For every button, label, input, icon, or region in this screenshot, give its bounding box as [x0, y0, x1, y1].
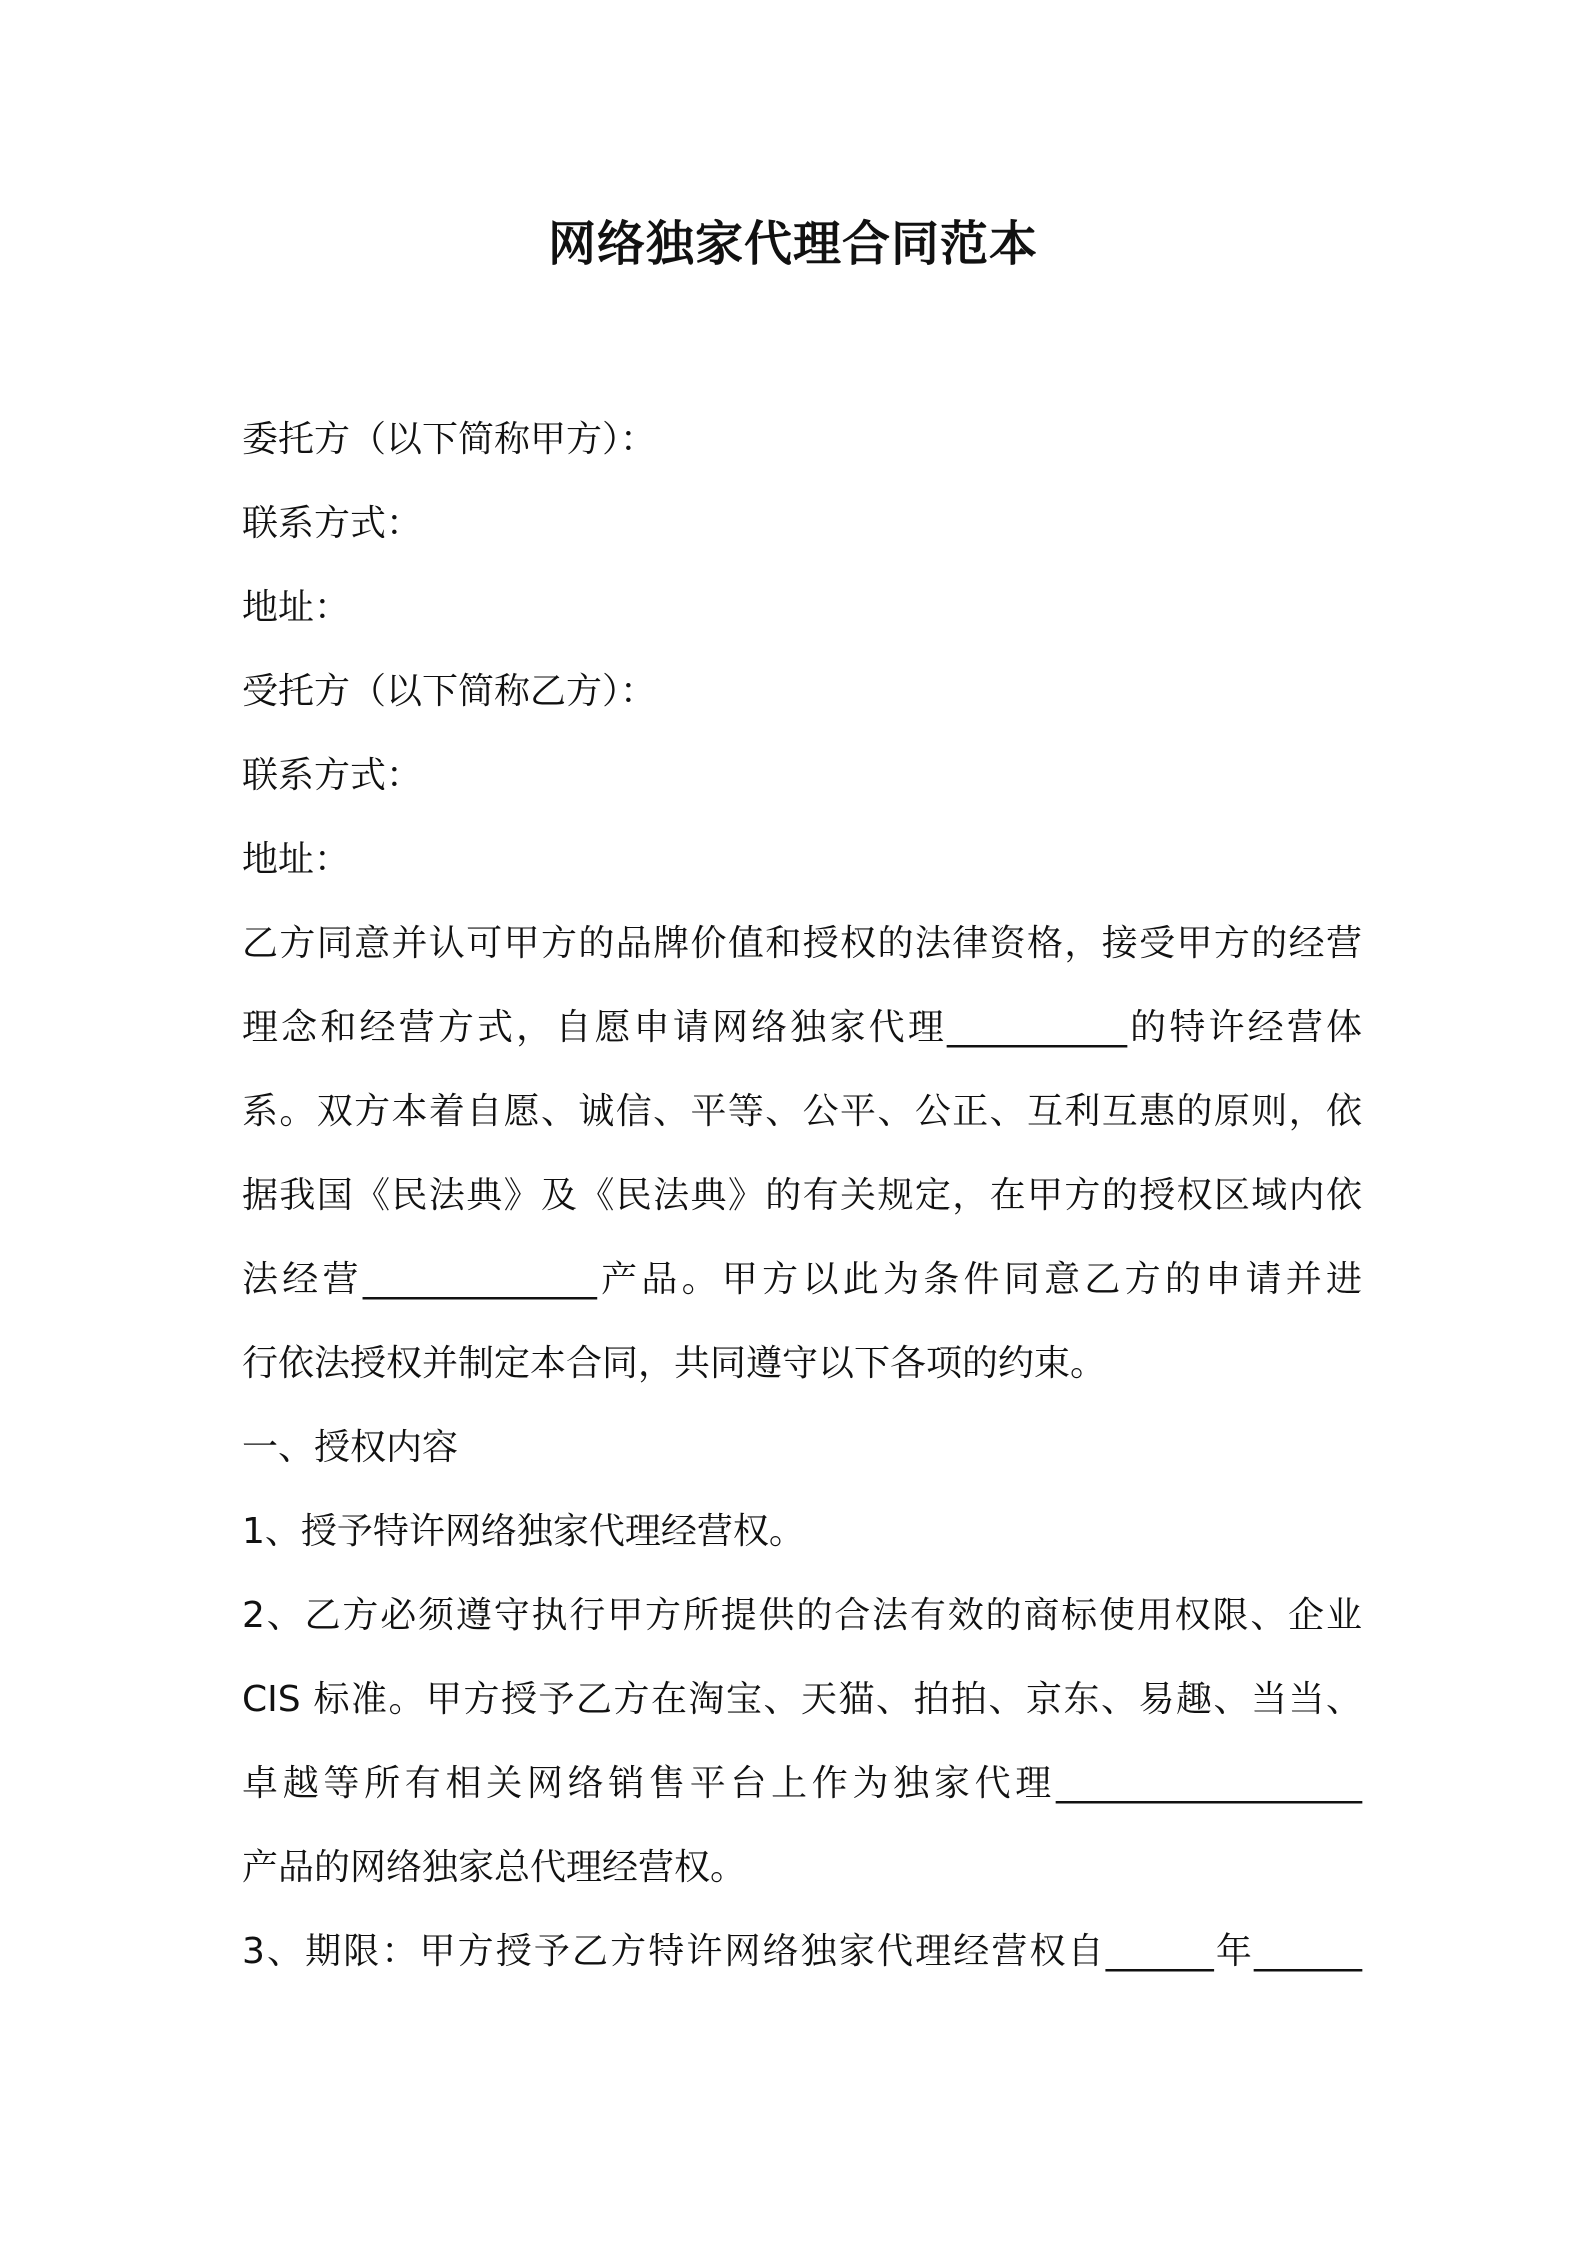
party-a-label: 委托方（以下简称甲方）： — [242, 419, 657, 460]
party-a-contact-label: 联系方式： — [242, 503, 423, 544]
preamble-line: 据我国《民法典》及《民法典》的有关规定，在甲方的授权区域内依 — [242, 1175, 1362, 1216]
party-b-contact-label: 联系方式： — [242, 755, 423, 796]
clause-1: 1、授予特许网络独家代理经营权。 — [242, 1511, 805, 1552]
section-1-heading: 一、授权内容 — [242, 1427, 459, 1468]
clause-2-line: 2、乙方必须遵守执行甲方所提供的合法有效的商标使用权限、企业 — [242, 1595, 1362, 1636]
clause-2-line: CIS 标准。甲方授予乙方在淘宝、天猫、拍拍、京东、易趣、当当、 — [242, 1679, 1362, 1720]
party-a-address-label: 地址： — [242, 587, 351, 628]
document-title: 网络独家代理合同范本 — [547, 216, 1038, 272]
clause-2-line: 卓越等所有相关网络销售平台上作为独家代理_________________ — [242, 1763, 1362, 1804]
clause-2-line: 产品的网络独家总代理经营权。 — [242, 1847, 747, 1888]
preamble-line: 乙方同意并认可甲方的品牌价值和授权的法律资格，接受甲方的经营 — [242, 923, 1362, 964]
party-b-label: 受托方（以下简称乙方）： — [242, 671, 657, 712]
preamble-line: 系。双方本着自愿、诚信、平等、公平、公正、互利互惠的原则，依 — [242, 1091, 1362, 1132]
preamble-line: 行依法授权并制定本合同，共同遵守以下各项的约束。 — [242, 1343, 1107, 1384]
preamble-line: 理念和经营方式，自愿申请网络独家代理__________的特许经营体 — [242, 1007, 1362, 1048]
party-b-address-label: 地址： — [242, 839, 351, 880]
preamble-line: 法经营_____________产品。甲方以此为条件同意乙方的申请并进 — [242, 1259, 1362, 1300]
clause-3-line: 3、期限：甲方授予乙方特许网络独家代理经营权自______年______ — [242, 1931, 1362, 1972]
